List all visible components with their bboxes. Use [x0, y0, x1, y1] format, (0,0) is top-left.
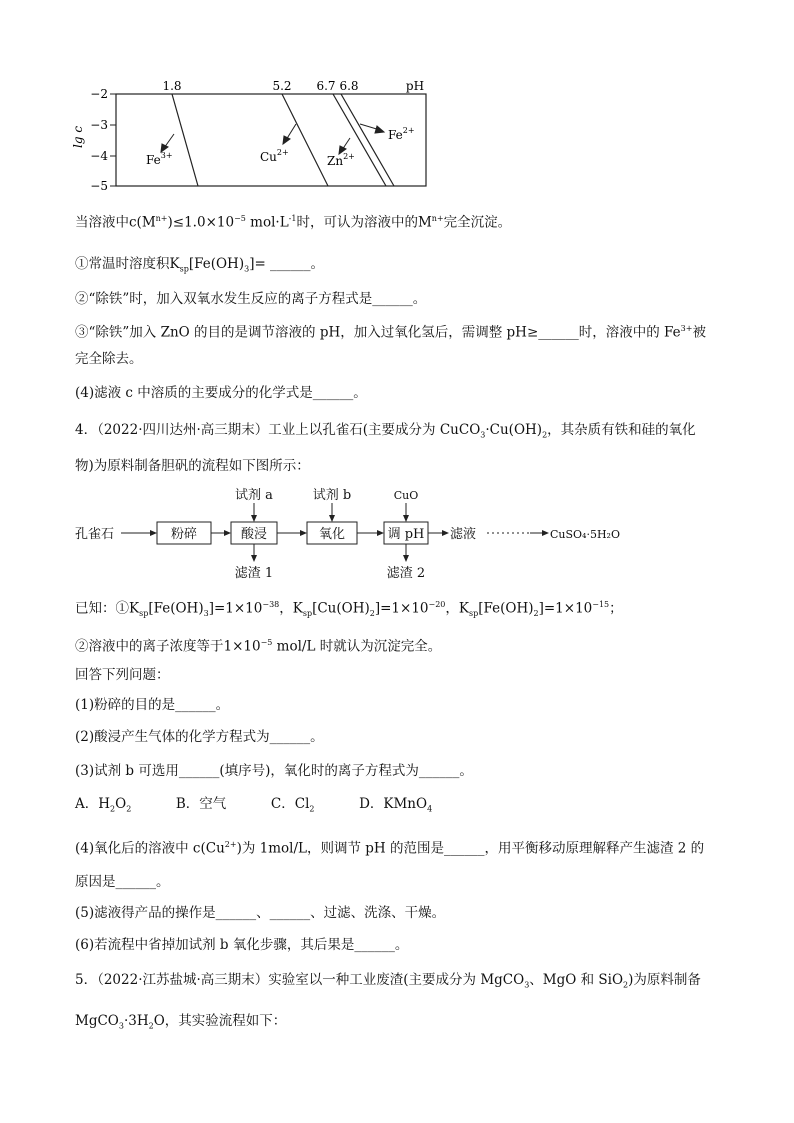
x-unit-label: pH [405, 79, 425, 93]
options-row [75, 795, 432, 819]
y-tick-1: −2 [90, 87, 108, 101]
known-ksp: 已知：$①K_{sp}[Fe(OH)_3]=1\times 10^{-38}$，$K_{sp}[Cu(OH)_2]=1\times 10^{-20}$，$K_{sp}[Fe(OH)_2]=1\times 10^{-15}$； [75, 600, 623, 619]
question-zno-cont: 完全除去。 [75, 351, 143, 367]
flow-filtrate: 滤液 [450, 527, 477, 542]
precipitation-condition: 当溶液中$c(M^{n+})\le 1.0\times 10^{-5}$ $mol\cdot L^{-1}$时，可认为溶液中的$M^{n+}$完全沉淀。 [75, 214, 512, 231]
zn2-label: $Zn^{2+}$ [327, 152, 355, 168]
x-tick-1: 1.8 [162, 79, 182, 93]
ph-lgc-chart [60, 76, 440, 194]
flow-product: CuSO₄·5H₂O [550, 528, 620, 541]
option-b: B．空气 [175, 796, 227, 812]
flow-reagent-a: 试剂 a [235, 488, 273, 503]
flow-start: 孔雀石 [75, 527, 115, 542]
option-c: C．$Cl_2$ [270, 796, 315, 814]
y-tick-3: −4 [90, 149, 108, 163]
sub-question-3: (3)试剂 b 可选用______(填序号)，氧化时的离子方程式为______。 [75, 763, 473, 779]
option-d: D．KMnO$_4$ [359, 796, 433, 814]
answer-prompt: 回答下列问题： [75, 667, 170, 683]
zn2-line [333, 94, 386, 186]
sub-question-4: (4)氧化后的溶液中 $c(Cu^{2+})$为 1mol/L，则调节 pH 的范围是______，用平衡移动原理解释产生滤渣 2 的 [75, 840, 705, 857]
flow-residue-1: 滤渣 1 [234, 566, 274, 581]
question-zno: ③“除铁”加入 ZnO 的目的是调节溶液的 pH，加入过氧化氢后，需调整 pH≥______时，溶液中的 $Fe^{3+}$被 [75, 324, 706, 341]
flow-diagram [75, 486, 635, 582]
fe3-label: $Fe^{3+}$ [146, 151, 173, 167]
sub-question-4-cont: 原因是______。 [75, 874, 170, 890]
problem-5-intro-cont: $MgCO_3\cdot 3H_2O$，其实验流程如下： [75, 1013, 287, 1031]
y-tick-4: −5 [90, 179, 108, 193]
flow-cuo: CuO [393, 489, 419, 502]
sub-question-6: (6)若流程中省掉加试剂 b 氧化步骤，其后果是______。 [75, 937, 409, 953]
y-tick-2: −3 [90, 118, 108, 132]
problem-4-intro: 4．（2022·四川达州·高三期末）工业上以孔雀石(主要成分为 $CuCO_3\cdot Cu(OH)_2$，其杂质有铁和硅的氧化 [75, 422, 696, 440]
x-tick-2: 5.2 [272, 79, 292, 93]
known-complete-precip: ②溶液中的离子浓度等于$1\times 10^{-5}$ mol/L 时就认为沉淀完全。 [75, 638, 442, 655]
problem-4-intro-cont: 物)为原料制备胆矾的流程如下图所示： [75, 458, 310, 474]
cu2-label: $Cu^{2+}$ [260, 148, 289, 164]
y-axis-label: lg c [71, 125, 85, 148]
sub-question-1: (1)粉碎的目的是______。 [75, 697, 230, 713]
x-tick-3: 6.7 [316, 79, 336, 93]
question-ksp: ①常温时溶度积$K_{sp}[Fe(OH)_3]=$ ______。 [75, 256, 325, 274]
sub-question-5: (5)滤液得产品的操作是______、______、过滤、洗涤、干燥。 [75, 905, 446, 921]
flow-reagent-b: 试剂 b [312, 488, 352, 503]
problem-5-intro: 5．（2022·江苏盐城·高三期末）实验室以一种工业废渣(主要成分为 MgCO$_3$、MgO 和 SiO$_2$)为原料制备 [75, 972, 701, 990]
sub-question-2: (2)酸浸产生气体的化学方程式为______。 [75, 729, 324, 745]
flow-residue-2: 滤渣 2 [386, 566, 426, 581]
question-filtrate-c: (4)滤液 c 中溶质的主要成分的化学式是______。 [75, 385, 367, 401]
svg-text:粉碎: 粉碎 [170, 527, 198, 542]
chart-frame [116, 94, 426, 186]
svg-text:氧化: 氧化 [318, 527, 346, 542]
x-tick-4: 6.8 [339, 79, 359, 93]
option-a: A．$H_2O_2$ [75, 796, 132, 814]
svg-text:酸浸: 酸浸 [240, 527, 268, 542]
fe2-label: $Fe^{2+}$ [388, 126, 415, 142]
fe3-line [172, 94, 198, 186]
svg-text:调 pH: 调 pH [387, 527, 425, 542]
question-iron-removal: ②“除铁”时，加入双氧水发生反应的离子方程式是______。 [75, 291, 427, 307]
